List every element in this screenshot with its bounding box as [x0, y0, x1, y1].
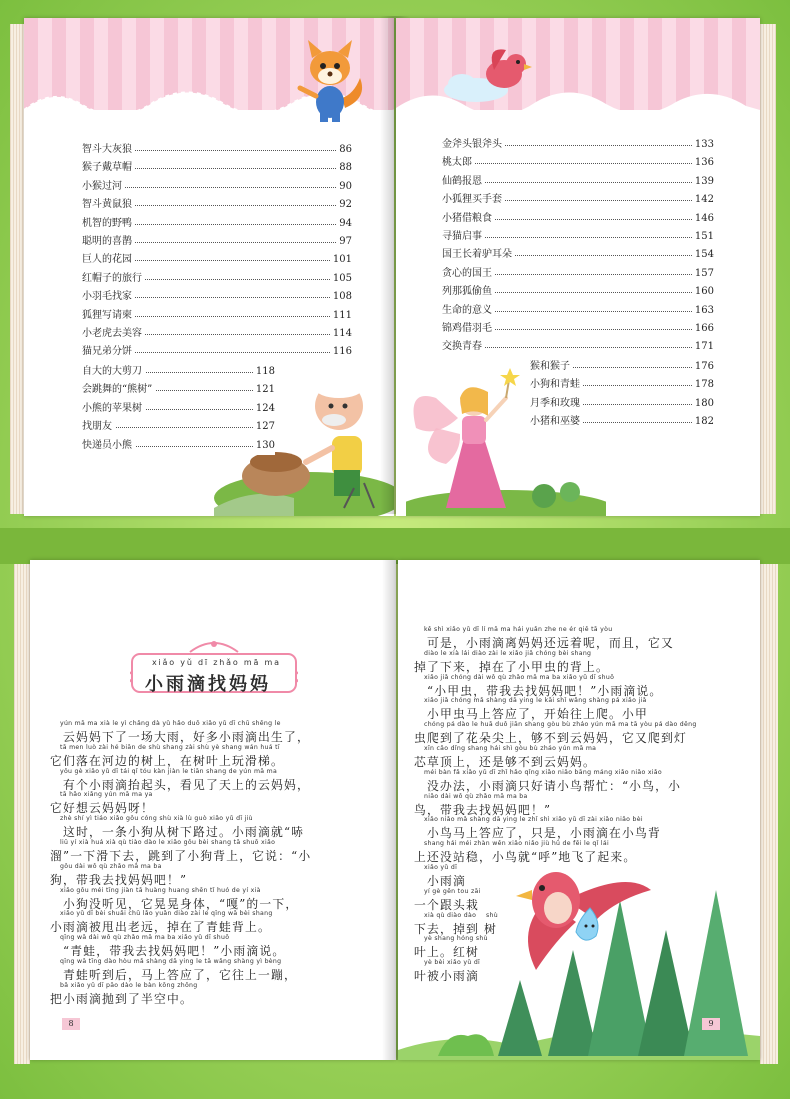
toc-entry[interactable]	[82, 307, 352, 325]
pinyin-line: shang hái méi zhàn wěn xiǎo niǎo jiù hū de fēi le qǐ lái	[424, 840, 610, 848]
toc-entry[interactable]	[82, 381, 275, 399]
toc-entry-page: 176	[692, 358, 714, 376]
pinyin-line: yǒu gè xiǎo yǔ dī tái qǐ tóu kàn jiàn le tiān shang de yún mā ma	[60, 767, 278, 775]
text-line: 下去，掉到	[414, 921, 479, 936]
toc-entry-title: 金斧头银斧头	[442, 136, 505, 154]
text-line: 掉了下来，掉在了小甲虫的背上。	[414, 659, 609, 674]
toc-entry-page: 136	[692, 154, 714, 172]
text-line: 小狗没听见，它晃晃身体，“嘎”的一下，	[50, 896, 299, 911]
toc-entry-title: 月季和玫瑰	[530, 395, 583, 413]
toc-entry-page: 97	[336, 233, 352, 251]
toc-entry-page: 111	[330, 307, 352, 325]
toc-entry[interactable]	[442, 338, 714, 356]
text-line: 没办法，小雨滴只好请小鸟帮忙：“小鸟，小	[414, 778, 682, 793]
pinyin-line: xià qù diào dào	[424, 911, 477, 919]
toc-entry-title: 小猪借粮食	[442, 210, 495, 228]
toc-entry-page: 171	[692, 338, 714, 356]
text-line: 溜”一下滑下去，跳到了小狗背上，它说：“小	[50, 849, 312, 863]
pinyin-line: xīn cǎo dǐng shang hái shì gòu bù zháo yún mā ma	[424, 745, 597, 752]
toc-entry-title: 小羽毛找家	[82, 288, 135, 306]
toc-entry[interactable]	[82, 178, 352, 196]
pinyin-line: xiǎo yǔ dī bèi shuǎi chū lǎo yuǎn diào zài le qīng wā bèi shang	[60, 910, 273, 918]
text-line: 云妈妈下了一场大雨，好多小雨滴出生了，	[50, 730, 310, 744]
pinyin-line: zhè shí yì tiáo xiǎo gǒu cóng shù xià lù guò xiǎo yǔ dī jiù	[60, 815, 253, 823]
text-line: 小雨滴被甩出老远，掉在了青蛙背上。	[50, 920, 271, 935]
toc-entry-title: 小熊的苹果树	[82, 400, 145, 418]
toc-entry[interactable]	[82, 343, 352, 361]
toc-entry-title: 红帽子的旅行	[82, 270, 145, 288]
toc-entry-page: 163	[692, 302, 714, 320]
toc-entry-title: 国王长着驴耳朵	[442, 246, 515, 264]
toc-entry-title: 巨人的花园	[82, 251, 135, 269]
toc-entry[interactable]	[82, 196, 352, 214]
toc-entry-title: 找朋友	[82, 418, 115, 436]
toc-entry-page: 142	[692, 191, 714, 209]
pinyin-line: kě shì xiǎo yǔ dī lí mā ma hái yuǎn zhe ne ér qiě tā yòu	[424, 626, 613, 633]
toc-entry[interactable]	[82, 400, 275, 418]
text-line: “小甲虫，带我去找妈妈吧！”小雨滴说。	[414, 683, 663, 698]
toc-list-left-top	[82, 141, 352, 362]
toc-entry[interactable]	[82, 270, 352, 288]
toc-entry-page: 108	[330, 288, 352, 306]
toc-entry-title: 猫兄弟分饼	[82, 343, 135, 361]
text-line: 虫爬到了花朵尖上，够不到云妈妈，它又爬到灯	[414, 731, 687, 746]
toc-entry-page: 88	[336, 159, 352, 177]
toc-entry-title: 小狐狸买手套	[442, 191, 505, 209]
text-line: 把小雨滴抛到了半空中。	[50, 991, 193, 1006]
toc-list-right-bottom	[530, 358, 714, 432]
page-number-left: 8	[62, 1018, 80, 1030]
toc-entry-page: 121	[253, 381, 275, 399]
text-line: “青蛙，带我去找妈妈吧！”小雨滴说。	[50, 944, 286, 959]
story-text-right	[414, 626, 744, 984]
story-right-page	[398, 560, 760, 1060]
toc-entry-title: 小老虎去美容	[82, 325, 145, 343]
pinyin-line: qīng wā tīng dào hòu mǎ shàng dā ying le tā wǎng shàng yì bèng	[60, 958, 282, 965]
text-line: 叶被小雨滴	[414, 969, 479, 984]
toc-entry[interactable]	[442, 210, 714, 228]
toc-entry[interactable]	[82, 233, 352, 251]
toc-entry[interactable]	[82, 418, 275, 436]
toc-entry-title: 机智的野鸭	[82, 215, 135, 233]
pinyin-line: bǎ xiǎo yǔ dī pāo dào le bàn kōng zhōng	[60, 981, 198, 989]
pinyin-line: méi bàn fǎ xiǎo yǔ dī zhǐ hǎo qǐng xiǎo niǎo bāng máng xiǎo niǎo xiǎo	[424, 768, 662, 776]
text-line: 芯草顶上，还是够不到云妈妈。	[414, 755, 596, 769]
toc-entry[interactable]	[530, 413, 714, 431]
toc-entry-title: 智斗大灰狼	[82, 141, 135, 159]
toc-entry[interactable]	[82, 325, 352, 343]
toc-book	[0, 0, 790, 528]
toc-entry[interactable]	[530, 358, 714, 376]
toc-entry-page: 146	[692, 210, 714, 228]
pinyin-line: yí gè gēn tou zāi	[424, 887, 481, 895]
toc-entry-page: 182	[692, 413, 714, 431]
toc-entry-page: 157	[692, 265, 714, 283]
page-stack-right	[760, 564, 778, 1064]
pinyin-line: diào le xià lái diào zài le xiǎo jiǎ chóng bèi shang	[424, 649, 592, 657]
toc-entry[interactable]	[442, 154, 714, 172]
toc-entry-title: 自大的大剪刀	[82, 363, 145, 381]
toc-entry[interactable]	[442, 246, 714, 264]
toc-entry[interactable]	[442, 265, 714, 283]
pinyin-line: qīng wā dài wǒ qù zhǎo mā ma ba xiǎo yǔ dī shuō	[60, 934, 230, 942]
toc-entry-page: 90	[336, 178, 352, 196]
toc-entry-title: 贪心的国王	[442, 265, 495, 283]
toc-list-left-bottom	[82, 363, 275, 455]
story-text-left	[50, 720, 380, 1020]
text-line: 它们落在河边的树上，在树叶上玩滑梯。	[50, 753, 284, 768]
pinyin-line: yè shang hóng shù	[424, 935, 488, 943]
pinyin-line: xiǎo niǎo mǎ shàng dā ying le zhǐ shì xiǎo yǔ dī zài xiǎo niǎo bèi	[424, 816, 643, 824]
toc-entry-title: 会跳舞的“熊树”	[82, 381, 155, 399]
page-stack-left	[10, 24, 24, 514]
fox-illustration-icon	[290, 38, 370, 126]
toc-entry-title: 猴和猴子	[530, 358, 573, 376]
toc-entry-title: 快递员小熊	[82, 437, 135, 455]
pinyin-line: chóng pá dào le huā duǒ jiān shang gòu bù zháo yún mā ma tā yòu pá dào dēng	[424, 721, 697, 729]
toc-entry[interactable]	[82, 159, 352, 177]
toc-entry-title: 狐狸写请柬	[82, 307, 135, 325]
toc-entry-page: 92	[336, 196, 352, 214]
toc-entry-page: 180	[692, 395, 714, 413]
toc-entry-title: 列那狐偷鱼	[442, 283, 495, 301]
toc-entry-page: 116	[330, 343, 352, 361]
toc-entry-page: 124	[253, 400, 275, 418]
pinyin-line: xiǎo jiǎ chóng mǎ shàng dā ying le kāi shǐ wǎng shàng pá xiǎo jiǎ	[424, 697, 647, 705]
toc-entry-title: 智斗黄鼠狼	[82, 196, 135, 214]
bird-cloud-illustration-icon	[436, 40, 536, 110]
pinyin-line: niǎo dài wǒ qù zhǎo mā ma ba	[424, 792, 528, 800]
toc-entry-title: 桃太郎	[442, 154, 475, 172]
pinyin-extra: shù	[486, 911, 498, 919]
pinyin-line: xiǎo yǔ dī	[424, 864, 458, 871]
text-line: 有个小雨滴抬起头，看见了天上的云妈妈，	[50, 777, 310, 792]
toc-entry[interactable]	[442, 173, 714, 191]
pinyin-line: yún mā ma xià le yì chǎng dà yǔ hǎo duō xiǎo yǔ dī chū shēng le	[60, 720, 281, 727]
text-line: 狗，带我去找妈妈吧！”	[50, 872, 188, 887]
toc-entry-page: 105	[330, 270, 352, 288]
toc-entry[interactable]	[530, 376, 714, 394]
toc-left-page	[24, 18, 394, 516]
toc-entry[interactable]	[442, 320, 714, 338]
toc-entry-page: 127	[253, 418, 275, 436]
toc-entry-title: 小猪和巫婆	[530, 413, 583, 431]
toc-entry[interactable]	[82, 215, 352, 233]
text-line: 上还没站稳，小鸟就“呼”地飞了起来。	[414, 850, 637, 865]
toc-entry-page: 139	[692, 173, 714, 191]
text-line: 一个跟头栽	[414, 897, 479, 912]
toc-entry-title: 生命的意义	[442, 302, 495, 320]
toc-entry[interactable]	[82, 288, 352, 306]
text-line: 小鸟马上答应了，只是，小雨滴在小鸟背	[414, 826, 661, 841]
toc-entry[interactable]	[442, 228, 714, 246]
toc-entry-title: 小猴过河	[82, 178, 125, 196]
story-book	[0, 560, 790, 1099]
toc-entry-title: 仙鹤报恩	[442, 173, 485, 191]
text-line: 叶上。红树	[414, 945, 479, 960]
toc-entry-page: 130	[253, 437, 275, 455]
text-line: 这时，一条小狗从树下路过。小雨滴就“哧	[50, 825, 305, 840]
toc-entry-page: 151	[692, 228, 714, 246]
toc-entry-page: 166	[692, 320, 714, 338]
text-line: 可是，小雨滴离妈妈还远着呢，而且，它又	[414, 636, 674, 650]
pinyin-line: xiǎo jiǎ chóng dài wǒ qù zhǎo mā ma ba xiǎo yǔ dī shuō	[424, 673, 615, 681]
page-number-right: 9	[702, 1018, 720, 1030]
toc-list-right-top	[442, 136, 714, 357]
toc-entry-page: 118	[253, 363, 275, 381]
text-line: 小雨滴	[414, 874, 466, 888]
pinyin-line: gǒu dài wǒ qù zhǎo mā ma ba	[60, 862, 162, 870]
toc-entry-title: 交换青春	[442, 338, 485, 356]
toc-entry-title: 小狗和青蛙	[530, 376, 583, 394]
toc-entry-page: 101	[330, 251, 352, 269]
toc-right-page	[396, 18, 760, 516]
toc-entry[interactable]	[82, 141, 352, 159]
toc-entry[interactable]	[82, 363, 275, 381]
toc-entry-title: 锦鸡借羽毛	[442, 320, 495, 338]
text-line: 小甲虫马上答应了，开始往上爬。小甲	[414, 707, 648, 722]
toc-entry[interactable]	[442, 302, 714, 320]
pinyin-line: tā men luò zài hé biān de shù shang zài shù yè shang wán huá tī	[60, 743, 280, 751]
toc-entry-title: 聪明的喜鹊	[82, 233, 135, 251]
leader-dots	[442, 163, 714, 164]
toc-entry[interactable]	[442, 136, 714, 154]
toc-entry-page: 154	[692, 246, 714, 264]
toc-entry[interactable]	[530, 395, 714, 413]
divider-strip	[0, 528, 790, 564]
toc-entry[interactable]	[442, 191, 714, 209]
page-stack-right	[760, 24, 776, 514]
toc-entry-title: 猴子戴草帽	[82, 159, 135, 177]
story-title-pinyin: xiǎo yǔ dī zhǎo mā ma	[152, 658, 281, 667]
toc-entry-page: 160	[692, 283, 714, 301]
toc-entry[interactable]	[82, 437, 275, 455]
story-left-page	[30, 560, 396, 1060]
toc-entry[interactable]	[82, 251, 352, 269]
text-line: 它好想云妈妈呀！	[50, 801, 154, 816]
pinyin-line: liū yí xià huá xià qù tiào dào le xiǎo gǒu bèi shang tā shuō xiǎo	[60, 839, 276, 846]
toc-entry-page: 94	[336, 215, 352, 233]
text-line-extra: 树	[484, 921, 497, 936]
toc-entry-page: 86	[336, 141, 352, 159]
pinyin-line: yè bèi xiǎo yǔ dī	[424, 959, 481, 967]
toc-entry-page: 133	[692, 136, 714, 154]
page-stack-left	[14, 564, 30, 1064]
toc-entry-page: 114	[330, 325, 352, 343]
toc-entry[interactable]	[442, 283, 714, 301]
story-title: 小雨滴找妈妈	[145, 674, 271, 695]
pinyin-line: xiǎo gǒu méi tīng jiàn tā huàng huang shēn tǐ huó de yí xià	[60, 886, 261, 894]
toc-entry-title: 寻猫启事	[442, 228, 485, 246]
toc-entry-page: 178	[692, 376, 714, 394]
pinyin-line: tā hǎo xiǎng yún mā ma ya	[60, 791, 153, 799]
text-line: 青蛙听到后，马上答应了，它往上一蹦，	[50, 968, 297, 982]
text-line: 鸟，带我去找妈妈吧！”	[414, 802, 552, 817]
